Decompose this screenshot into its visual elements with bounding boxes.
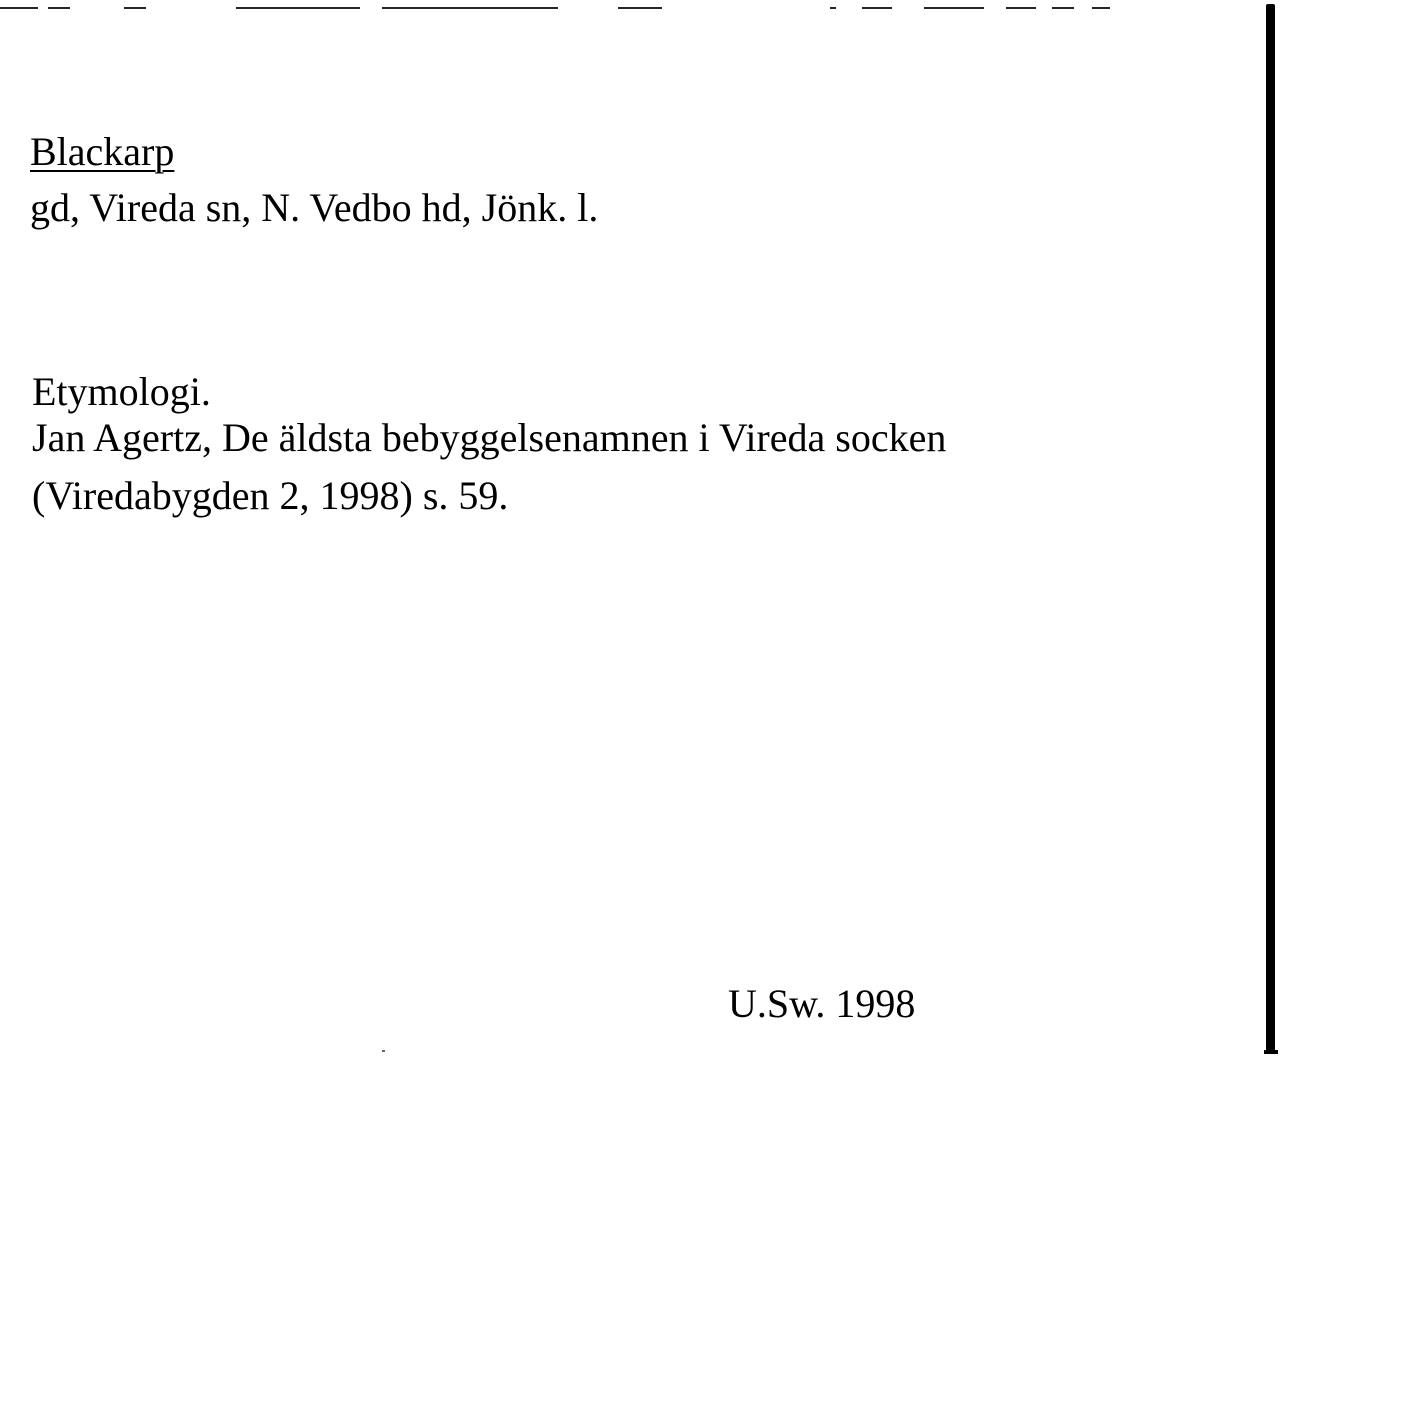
scan-edge-mark	[1052, 7, 1074, 9]
scan-edge-mark	[124, 7, 146, 9]
location-line: gd, Vireda sn, N. Vedbo hd, Jönk. l.	[30, 185, 599, 230]
scan-edge-mark	[1006, 7, 1036, 9]
scan-edge-mark	[382, 7, 558, 9]
etymology-reference-line: Jan Agertz, De äldsta bebyggelsenamnen i Vireda socken	[32, 415, 947, 460]
scan-edge-mark	[924, 7, 984, 9]
etymology-reference-line: (Viredabygden 2, 1998) s. 59.	[32, 473, 509, 518]
etymology-label: Etymologi.	[32, 369, 211, 414]
scan-top-edge	[0, 0, 1110, 10]
scan-edge-mark	[618, 7, 662, 9]
scan-edge-mark	[236, 7, 360, 9]
scan-edge-mark	[862, 7, 892, 9]
signature: U.Sw. 1998	[728, 981, 916, 1026]
card-edge-foot	[1264, 1050, 1278, 1054]
scan-edge-mark	[48, 7, 70, 9]
headword: Blackarp	[30, 129, 175, 174]
scan-edge-mark	[0, 7, 38, 9]
scan-speck	[382, 1050, 385, 1052]
card-edge-bar	[1266, 4, 1275, 1054]
scan-edge-mark	[1092, 7, 1110, 9]
scan-edge-mark	[830, 7, 836, 9]
card-right-edge	[1264, 4, 1278, 1060]
